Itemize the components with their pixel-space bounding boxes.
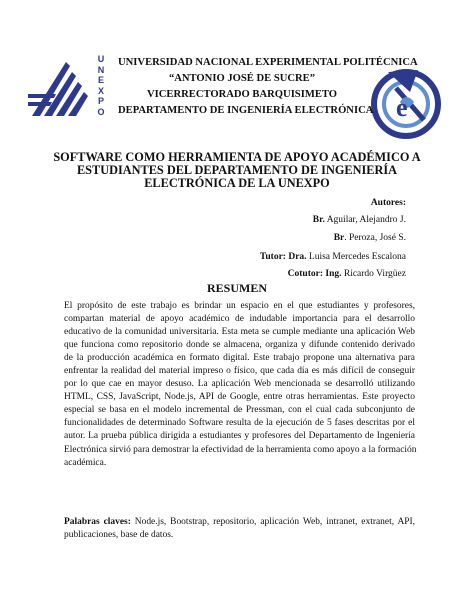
department-name: DEPARTAMENTO DE INGENIERÍA ELECTRÓNICA	[118, 105, 374, 116]
tutor-line	[260, 251, 406, 263]
author-prefix: Br	[333, 233, 345, 243]
abstract-line: educativo de la comunidad universitaria. Esta meta se cumple mediante una aplicación Web	[64, 327, 415, 338]
cotutor-label: Cotutor: Ing.	[287, 269, 342, 279]
keywords-list: Node.js, Bootstrap, repositorio, aplicación Web, intranet, extranet, API,	[134, 517, 416, 527]
vice-rectorate: VICERRECTORADO BARQUISIMETO	[146, 89, 338, 100]
department-logo	[366, 62, 448, 142]
paper-title-line: ELECTRÓNICA DE LA UNEXPO	[144, 176, 330, 190]
abstract-line: enfrentar la realidad del material impreso o físico, que cada día es más difícil de conseguir	[64, 366, 415, 377]
unexpo-letter: U	[97, 54, 105, 64]
author-line	[313, 214, 406, 226]
authors-label: Autores:	[370, 198, 406, 208]
author-name: . Peroza, José S.	[344, 233, 406, 243]
unexpo-letter: E	[97, 75, 104, 85]
keywords-line: publicaciones, base de datos.	[64, 530, 174, 541]
cotutor-name: Ricardo Virgüez	[343, 269, 406, 279]
abstract-line: que funciona como repositorio donde se almacena, organiza y difunde contenido derivado	[64, 340, 415, 351]
abstract-line: por lo que cae en mayor desuso. La aplicación Web mencionada se desarrolló utilizando	[64, 379, 415, 390]
abstract-line: funcionalidades de determinado Software resulta de la ejecución de 5 fases descritas por el	[64, 418, 415, 429]
keywords	[64, 516, 415, 542]
abstract-line: El propósito de este trabajo es brindar un espacio en el que estudiantes y profesores,	[64, 301, 415, 311]
abstract-line: académica.	[64, 457, 107, 468]
unexpo-vertical-letters	[96, 54, 106, 117]
unexpo-letter: O	[97, 106, 105, 117]
author-prefix: Br.	[312, 215, 325, 225]
unexpo-letter: X	[97, 85, 104, 96]
paper-title-line: SOFTWARE COMO HERRAMIENTA DE APOYO ACADÉMICO A	[53, 150, 421, 164]
abstract-line: compartan material de apoyo académico de indudable importancia para el desarrollo	[64, 314, 415, 325]
institution-subname: “ANTONIO JOSÉ DE SUCRE”	[168, 73, 316, 84]
tutor-label: Tutor: Dra.	[259, 252, 307, 262]
keywords-label: Palabras claves:	[64, 517, 131, 527]
abstract-body	[64, 300, 415, 470]
institution-name: UNIVERSIDAD NACIONAL EXPERIMENTAL POLITÉCNICA	[118, 57, 418, 68]
abstract-line: HTML, CSS, JavaScript, Node.js, API de Google, entre otras herramientas. Este proyecto	[64, 392, 415, 403]
abstract-line: Electrónica sirvió para demostrar la efectividad de la herramienta como apoyo a la formación	[64, 444, 417, 455]
abstract-line: autor. La prueba pública dirigida a estudiantes y profesores del Departamento de Ingeniería	[64, 431, 415, 442]
tutor-name: Luisa Mercedes Escalona	[308, 252, 406, 262]
author-name: Aguilar, Alejandro J.	[326, 215, 406, 225]
unexpo-letter: P	[97, 96, 104, 106]
paper-title-line: ESTUDIANTES DEL DEPARTAMENTO DE INGENIERÍA	[76, 163, 398, 177]
keywords-line	[64, 516, 415, 529]
cotutor-line	[288, 268, 406, 280]
unexpo-letter: N	[97, 64, 105, 75]
abstract-line: especial se basa en el modelo incremental de Pressman, con el cual cada subconjunto de	[64, 405, 415, 416]
author-line	[334, 232, 406, 244]
abstract-line: de la producción académica en formato digital. Este trabajo propone una alternativa para	[64, 353, 415, 364]
svg-text:e: e	[396, 93, 408, 122]
abstract-heading: RESUMEN	[206, 281, 267, 295]
